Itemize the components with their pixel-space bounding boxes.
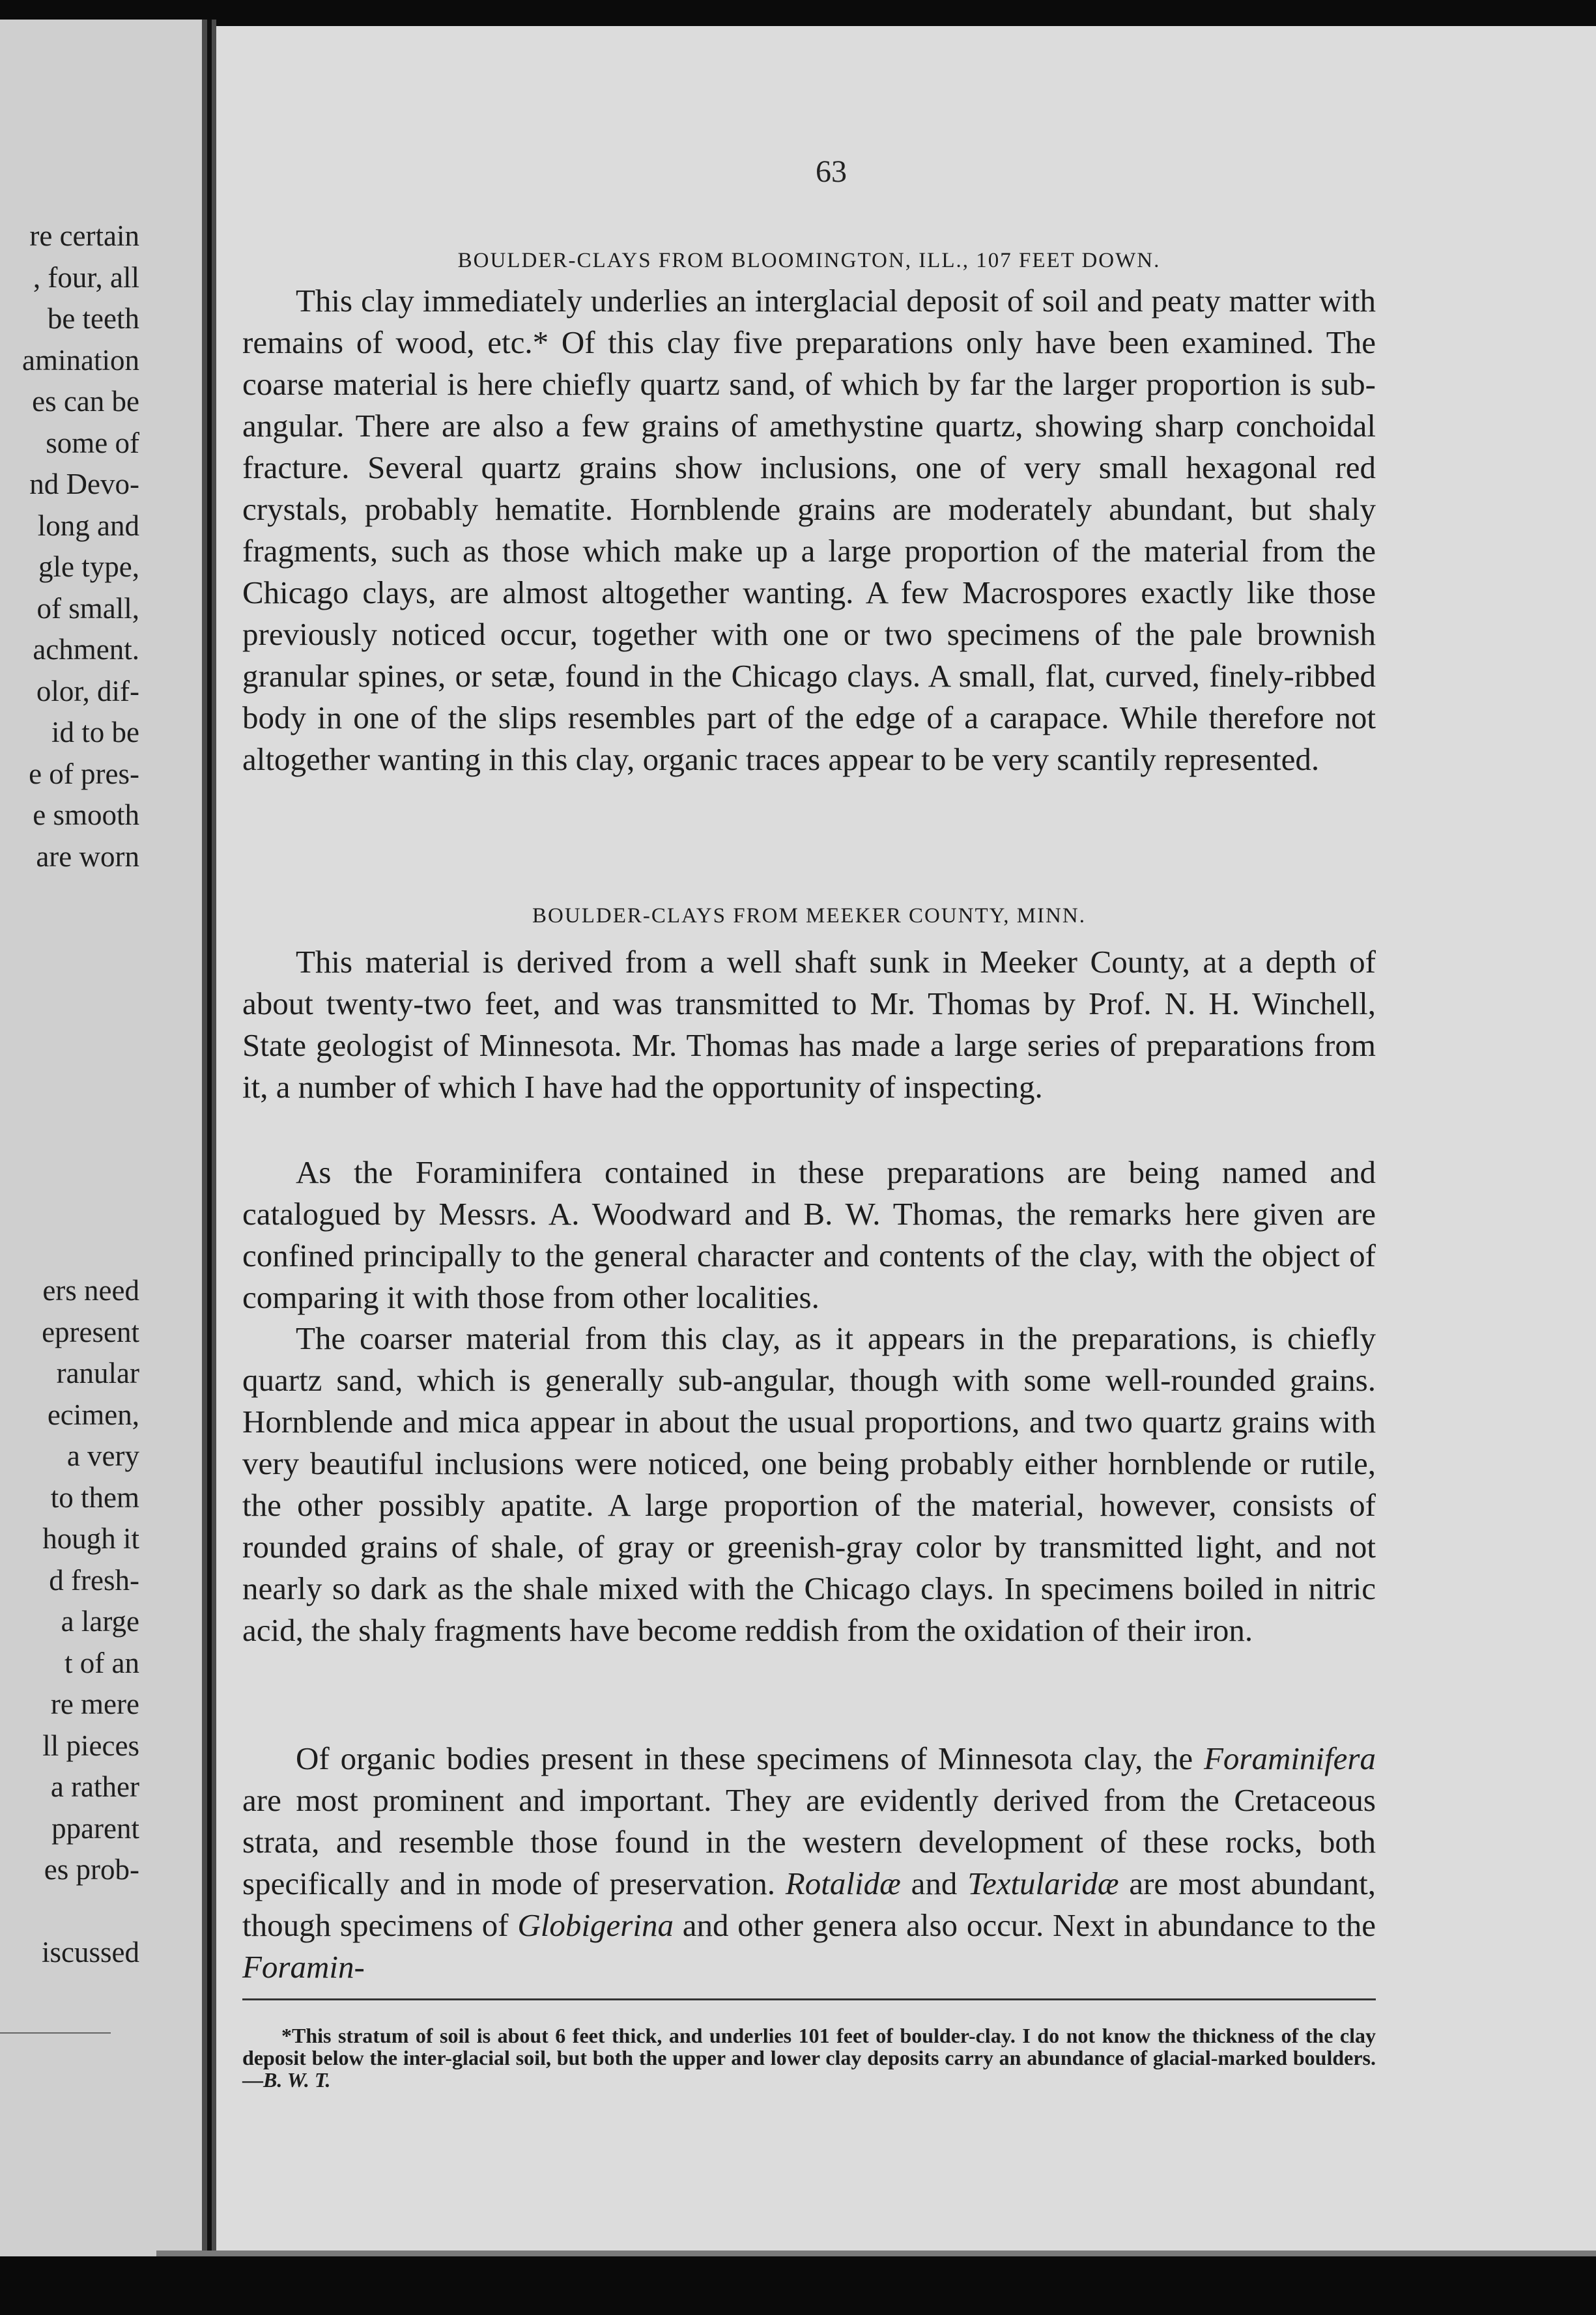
footnote-rule xyxy=(242,1998,1376,2000)
left-page-fragment: to them xyxy=(50,1481,139,1514)
left-page-fragment: long and xyxy=(37,509,139,542)
left-page-fragment: achment. xyxy=(33,633,139,666)
left-page-fragment: amination xyxy=(22,343,139,376)
left-page-fragment: ers need xyxy=(42,1274,139,1307)
left-page-fragment: iscussed xyxy=(42,1936,139,1968)
taxon-textularidae: Textularidæ xyxy=(967,1866,1119,1901)
left-page-fragment: ranular xyxy=(56,1357,139,1389)
left-page-fragment: re mere xyxy=(50,1688,139,1720)
taxon-foraminifera: Foraminifera xyxy=(1203,1740,1376,1776)
paragraph-organic-bodies xyxy=(242,1738,1376,1988)
text-run: and xyxy=(900,1866,968,1901)
text-run: are most prominent and important. They are evidently derived from the Cretaceous strata, and resemble those found in the western development of these rocks, both specifically and in mode of preservation. xyxy=(242,1782,1376,1901)
section-heading-meeker: BOULDER-CLAYS FROM MEEKER COUNTY, MINN. xyxy=(532,904,1086,928)
left-page-rule xyxy=(0,2032,111,2034)
left-page-fragment: are worn xyxy=(36,840,139,873)
left-page-fragment: re certain xyxy=(29,220,139,252)
left-page-fragment: es prob- xyxy=(44,1853,139,1886)
left-page-fragment: pparent xyxy=(51,1811,139,1845)
left-page-edge xyxy=(0,20,202,2260)
left-page-fragment: , four, all xyxy=(33,261,139,294)
left-page-fragment: t of an xyxy=(64,1646,139,1679)
paragraph-meeker-source: This material is derived from a well shaft sunk in Meeker County, at a depth of about twenty-two feet, and was transmitted to Mr. Thomas by Prof. N. H. Winchell, State geologist of Minnesota. Mr. Thomas has made a large series of preparations from it, a number of which I have had the opportunity of inspecting. xyxy=(242,944,1376,1105)
left-page-fragment: be teeth xyxy=(47,302,139,335)
taxon-rotalidae: Rotalidæ xyxy=(785,1866,901,1901)
footnote-text: *This stratum of soil is about 6 feet thick, and underlies 101 feet of boulder-clay. I do not know the thickness of the clay deposit below the inter-glacial soil, but both the upper and lower clay deposits carry an abundance of glacial-marked boulders.— xyxy=(242,2024,1376,2092)
section-heading-bloomington: BOULDER-CLAYS FROM BLOOMINGTON, ILL., 107 FEET DOWN. xyxy=(457,249,1161,272)
left-page-fragment: d fresh- xyxy=(49,1563,139,1597)
text-run: and other genera also occur. Next in abundance to the xyxy=(673,1907,1376,1943)
left-page-fragment: hough it xyxy=(42,1522,139,1555)
left-page-fragment: ll pieces xyxy=(42,1729,139,1762)
scan-border-bottom xyxy=(0,2256,1596,2315)
footnote-signature: B. W. T. xyxy=(263,2068,331,2092)
footnote xyxy=(242,2024,1376,2091)
left-page-fragment: gle type, xyxy=(38,550,139,583)
left-page-fragment: of small, xyxy=(36,591,139,625)
taxon-foraminifera-continued: Foramin- xyxy=(242,1949,365,1985)
left-page-fragment: ecimen, xyxy=(47,1398,139,1431)
taxon-globigerina: Globigerina xyxy=(517,1907,674,1943)
left-page-fragment: e smooth xyxy=(33,799,139,831)
page-number: 63 xyxy=(816,154,847,189)
gutter-shadow xyxy=(207,20,212,2260)
left-page-fragment: id to be xyxy=(51,716,139,748)
left-page-fragment: es can be xyxy=(32,385,139,418)
left-page-fragment: nd Devo- xyxy=(29,468,139,500)
paragraph-foraminifera-catalogue: As the Foraminifera contained in these preparations are being named and catalogued by Messrs. A. Woodward and B. W. Thomas, the remarks here given are confined principally to the general character and contents of the clay, with the object of comparing it with those from other localities. xyxy=(242,1154,1376,1315)
left-page-fragment: a very xyxy=(66,1440,139,1472)
paragraph-bloomington: This clay immediately underlies an interglacial deposit of soil and peaty matter with remains of wood, etc.* Of this clay five preparations only have been examined. The coarse material is here chiefly quartz sand, of which by far the larger proportion is sub-angular. There are also a few grains of amethystine quartz, showing sharp conchoidal fracture. Several quartz grains show inclusions, one of very small hexagonal red crystals, probably hematite. Hornblende grains are moderately abundant, but shaly fragments, such as those which make up a large proportion of the material from the Chicago clays, are almost altogether wanting. A few Macrospores exactly like those previously noticed occur, together with one or two specimens of the pale brownish granular spines, or setæ, found in the Chicago clays. A small, flat, curved, finely-ribbed body in one of the slips resembles part of the edge of a carapace. While therefore not altogether wanting in this clay, organic traces appear to be very scantily represented. xyxy=(242,283,1376,777)
text-run: are most abundant, though specimens of xyxy=(242,1866,1376,1943)
page-63 xyxy=(216,26,1596,2260)
left-page-fragment: e of pres- xyxy=(29,757,139,790)
left-page-fragment: olor, dif- xyxy=(36,674,139,707)
text-run: Of organic bodies present in these specimens of Minnesota clay, the xyxy=(296,1740,1204,1776)
left-page-fragment: a rather xyxy=(50,1770,139,1803)
paragraph-coarser-material: The coarser material from this clay, as it appears in the preparations, is chiefly quartz sand, which is generally sub-angular, though with some well-rounded grains. Hornblende and mica appear in about the usual proportions, and two quartz grains with very beautiful inclusions were noticed, one being probably either hornblende or rutile, the other possibly apatite. A large proportion of the material, however, consists of rounded grains of shale, of gray or greenish-gray color by transmitted light, and not nearly so dark as the shale mixed with the Chicago clays. In specimens boiled in nitric acid, the shaly fragments have become reddish from the oxidation of their iron. xyxy=(242,1320,1376,1648)
left-page-fragment: a large xyxy=(61,1605,139,1638)
left-page-fragment: some of xyxy=(46,426,139,459)
left-page-fragment: epresent xyxy=(42,1315,139,1348)
